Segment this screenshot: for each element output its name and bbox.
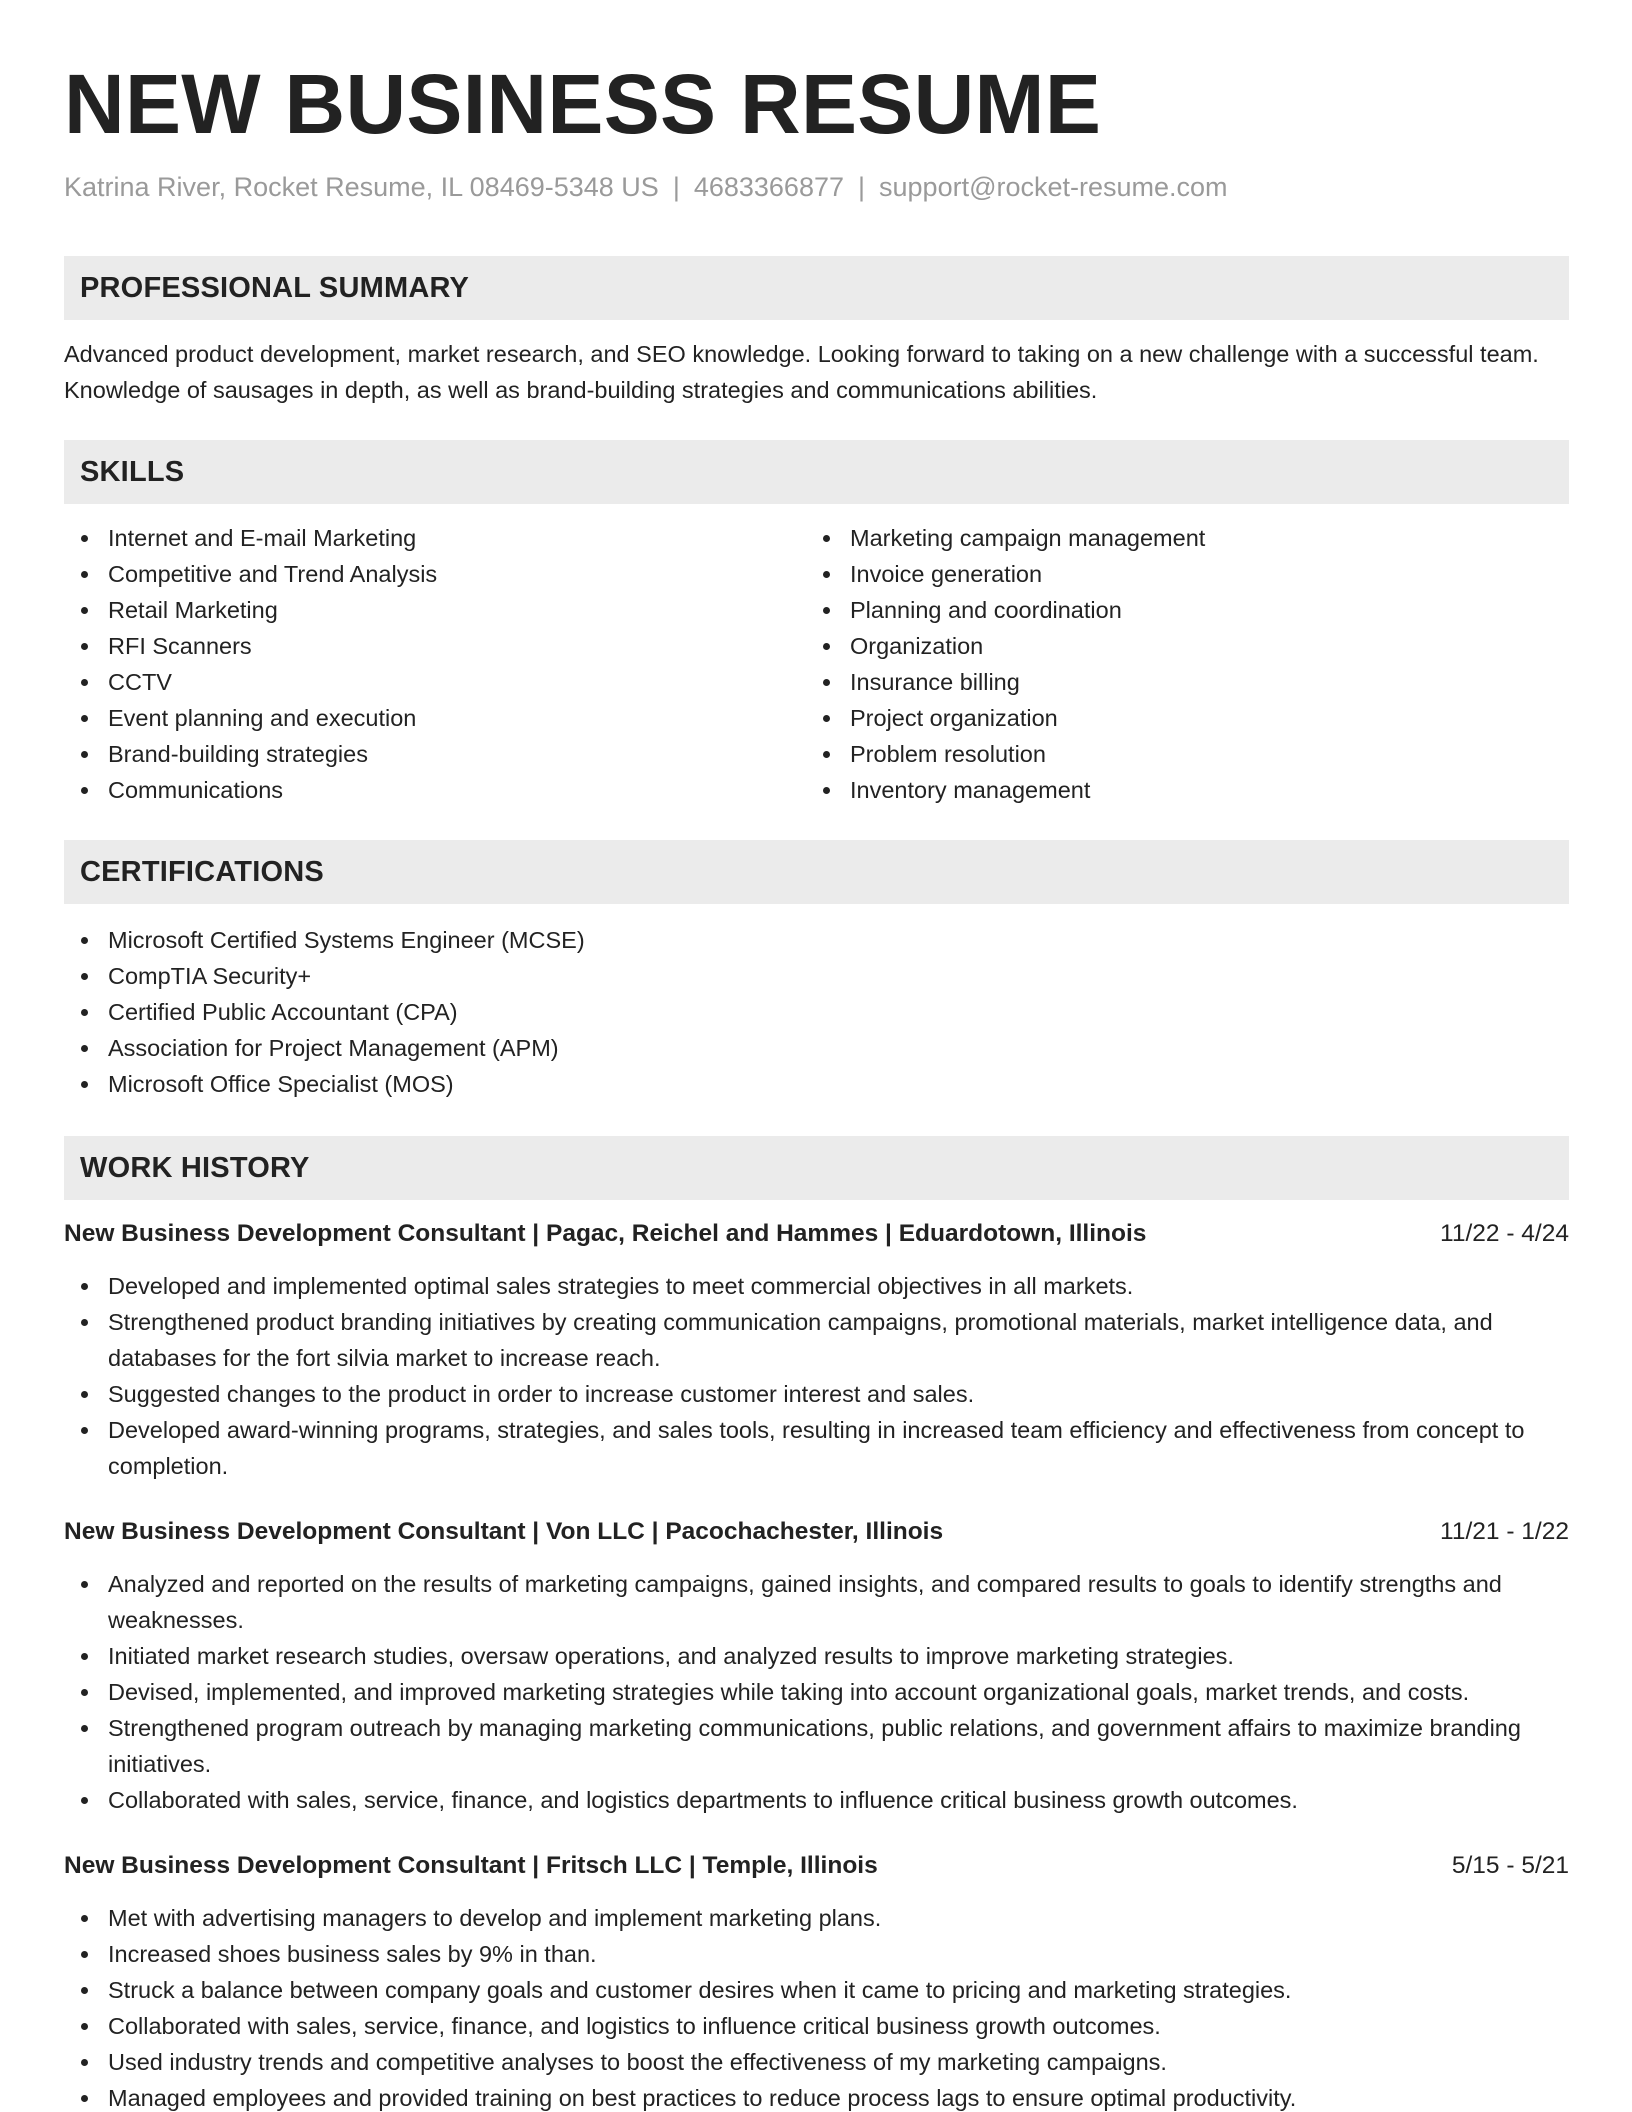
- job-title: New Business Development Consultant | Fritsch LLC | Temple, Illinois: [64, 1852, 878, 1879]
- contact-address: Katrina River, Rocket Resume, IL 08469-5348 US: [64, 172, 659, 202]
- job-duty-item: Devised, implemented, and improved marketing strategies while taking into account organizational goals, market trends, and costs.: [64, 1674, 1569, 1710]
- skill-item: Brand-building strategies: [64, 736, 806, 772]
- job-entry: [64, 1848, 1569, 2112]
- skill-item: RFI Scanners: [64, 628, 806, 664]
- skill-item: Marketing campaign management: [806, 520, 1548, 556]
- skill-item: Insurance billing: [806, 664, 1548, 700]
- job-title: New Business Development Consultant | Von LLC | Pacochachester, Illinois: [64, 1518, 944, 1545]
- job-duties-list: [64, 1268, 1569, 1484]
- skills-heading: SKILLS: [64, 440, 1569, 504]
- job-duty-item: Initiated market research studies, oversaw operations, and analyzed results to improve marketing strategies.: [64, 1638, 1569, 1674]
- job-title: New Business Development Consultant | Pagac, Reichel and Hammes | Eduardotown, Illinois: [64, 1220, 1147, 1247]
- skill-item: Organization: [806, 628, 1548, 664]
- contact-email: support@rocket-resume.com: [879, 172, 1228, 202]
- job-duty-item: Collaborated with sales, service, finance, and logistics departments to influence critical business growth outcomes.: [64, 1782, 1569, 1818]
- work-history-heading: WORK HISTORY: [64, 1136, 1569, 1200]
- job-entry: [64, 1216, 1569, 1484]
- certification-item: Microsoft Office Specialist (MOS): [64, 1066, 1569, 1102]
- professional-summary-text: Advanced product development, market research, and SEO knowledge. Looking forward to taking on a new challenge with a successful team. Knowledge of sausages in depth, as well as brand-building strategies and communications abilities.: [64, 341, 1539, 403]
- job-duty-item: Increased shoes business sales by 9% in than.: [64, 1936, 1569, 1972]
- job-duty-item: Developed award-winning programs, strategies, and sales tools, resulting in increased team efficiency and effectiveness from concept to completion.: [64, 1412, 1569, 1484]
- job-duty-item: Strengthened product branding initiatives by creating communication campaigns, promotional materials, market intelligence data, and databases for the fort silvia market to increase reach.: [64, 1304, 1569, 1376]
- professional-summary-heading: PROFESSIONAL SUMMARY: [64, 256, 1569, 320]
- job-dates: 11/21 - 1/22: [1440, 1518, 1569, 1545]
- certification-item: Certified Public Accountant (CPA): [64, 994, 1569, 1030]
- certification-item: CompTIA Security+: [64, 958, 1569, 994]
- resume-title: NEW BUSINESS RESUME: [64, 57, 1102, 151]
- contact-phone: 4683366877: [693, 172, 844, 202]
- skill-item: CCTV: [64, 664, 806, 700]
- skill-item: Communications: [64, 772, 806, 808]
- job-duties-list: [64, 1900, 1569, 2112]
- skill-item: Problem resolution: [806, 736, 1548, 772]
- skills-column-left: [64, 520, 806, 808]
- contact-separator: |: [858, 172, 866, 202]
- certifications-heading: CERTIFICATIONS: [64, 840, 1569, 904]
- certification-item: Microsoft Certified Systems Engineer (MCSE): [64, 922, 1569, 958]
- job-header: [64, 1848, 1569, 1884]
- job-duty-item: Met with advertising managers to develop and implement marketing plans.: [64, 1900, 1569, 1936]
- job-duty-item: Managed employees and provided training on best practices to reduce process lags to ensure optimal productivity.: [64, 2080, 1569, 2112]
- skills-column-right: [806, 520, 1548, 808]
- skill-item: Planning and coordination: [806, 592, 1548, 628]
- job-header: [64, 1216, 1569, 1252]
- job-dates: 5/15 - 5/21: [1451, 1852, 1569, 1879]
- skill-item: Internet and E-mail Marketing: [64, 520, 806, 556]
- skill-item: Inventory management: [806, 772, 1548, 808]
- skill-item: Event planning and execution: [64, 700, 806, 736]
- job-duty-item: Struck a balance between company goals and customer desires when it came to pricing and marketing strategies.: [64, 1972, 1569, 2008]
- job-duty-item: Developed and implemented optimal sales strategies to meet commercial objectives in all markets.: [64, 1268, 1569, 1304]
- job-duty-item: Suggested changes to the product in order to increase customer interest and sales.: [64, 1376, 1569, 1412]
- skill-item: Invoice generation: [806, 556, 1548, 592]
- job-entry: [64, 1514, 1569, 1818]
- contact-separator: |: [672, 172, 680, 202]
- contact-line: [64, 170, 1569, 204]
- skill-item: Competitive and Trend Analysis: [64, 556, 806, 592]
- skills-list: [64, 520, 1569, 808]
- job-duty-item: Collaborated with sales, service, finance, and logistics to influence critical business growth outcomes.: [64, 2008, 1569, 2044]
- job-header: [64, 1514, 1569, 1550]
- skill-item: Project organization: [806, 700, 1548, 736]
- skill-item: Retail Marketing: [64, 592, 806, 628]
- job-dates: 11/22 - 4/24: [1440, 1220, 1569, 1247]
- certification-item: Association for Project Management (APM): [64, 1030, 1569, 1066]
- job-duty-item: Strengthened program outreach by managing marketing communications, public relations, and government affairs to maximize branding initiatives.: [64, 1710, 1569, 1782]
- certifications-list: [64, 922, 1569, 1102]
- job-duty-item: Used industry trends and competitive analyses to boost the effectiveness of my marketing campaigns.: [64, 2044, 1569, 2080]
- job-duties-list: [64, 1566, 1569, 1818]
- job-duty-item: Analyzed and reported on the results of marketing campaigns, gained insights, and compared results to goals to identify strengths and weaknesses.: [64, 1566, 1569, 1638]
